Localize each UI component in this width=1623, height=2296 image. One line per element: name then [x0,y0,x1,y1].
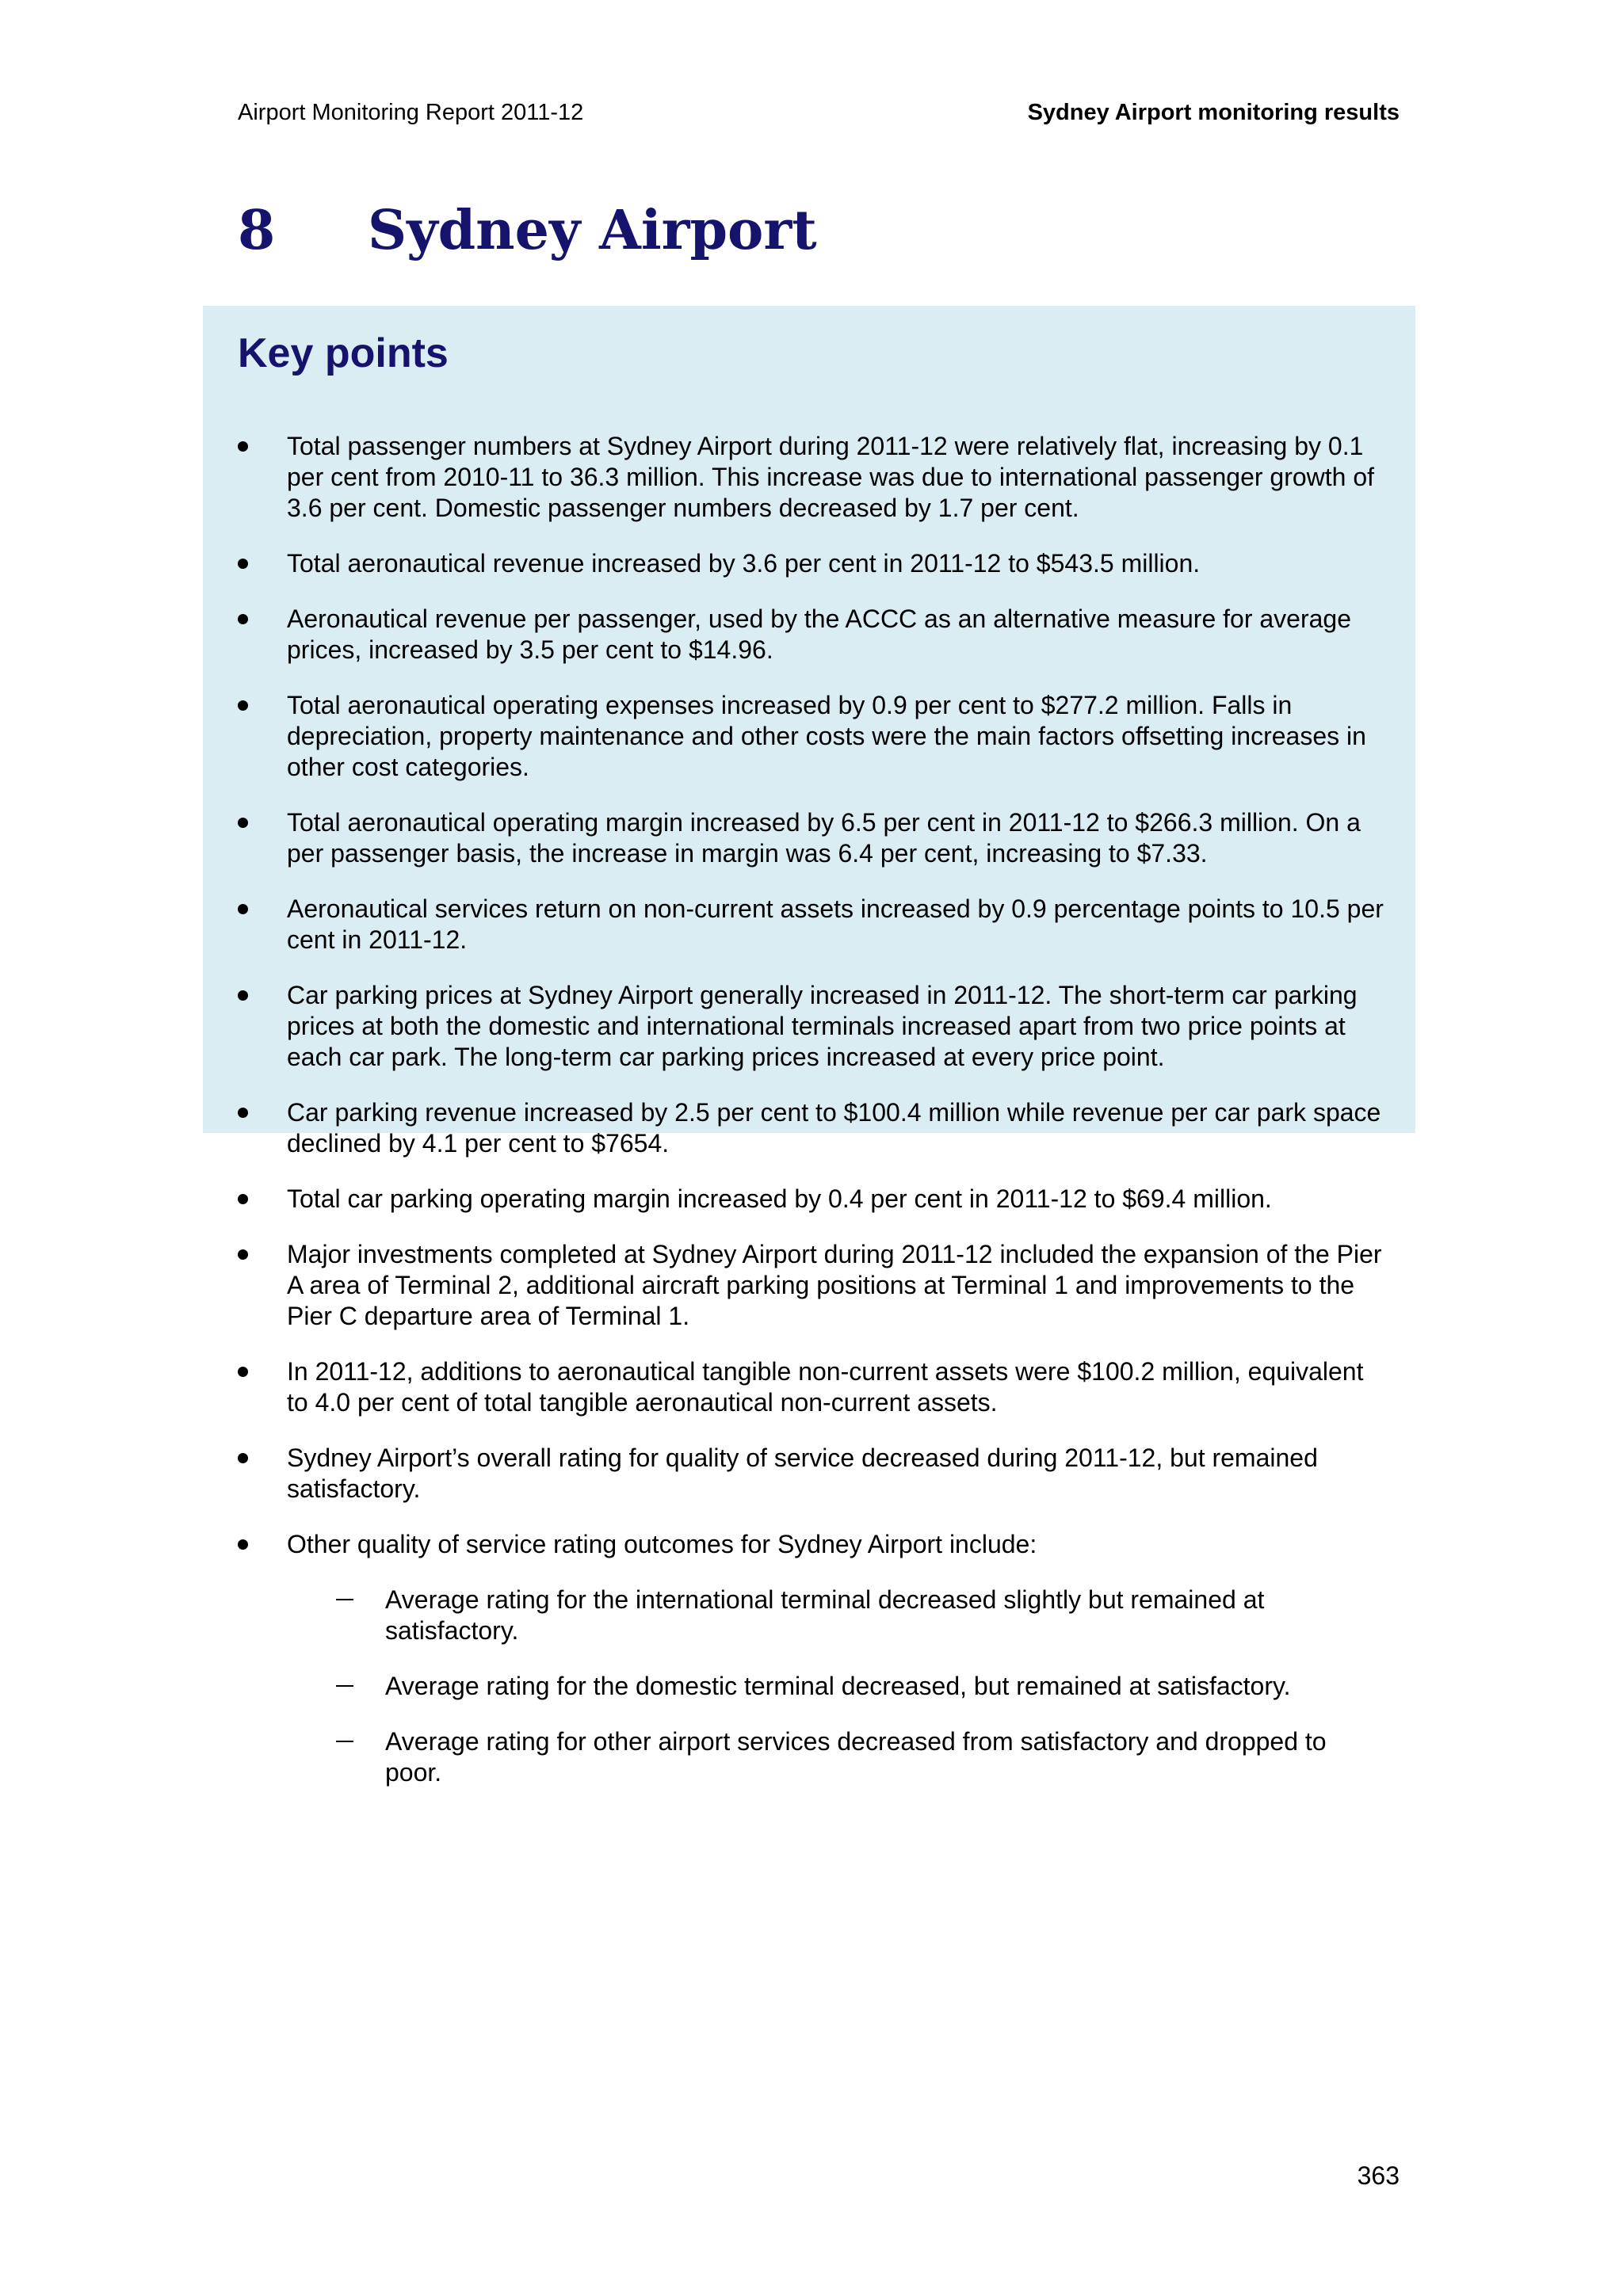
key-point-text: Total car parking operating margin increased by 0.4 per cent in 2011-12 to $69.4 million. [287,1184,1272,1213]
key-point-text: Car parking prices at Sydney Airport generally increased in 2011-12. The short-term car parking prices at both the domestic and international terminals increased apart from two price points at each car park. The long-term car parking prices increased at every price point. [287,981,1358,1071]
sub-point-item [287,1671,1384,1702]
key-point-text: Total aeronautical operating margin increased by 6.5 per cent in 2011-12 to $266.3 million. On a per passenger basis, the increase in margin was 6.4 per cent, increasing to $7.33. [287,808,1361,868]
page-header [238,97,1400,128]
dash-icon [336,1599,353,1600]
dash-icon [336,1685,353,1687]
key-point-item [238,894,1384,955]
bullet-icon [238,614,248,624]
key-point-text: In 2011-12, additions to aeronautical tangible non-current assets were $100.2 million, equivalent to 4.0 per cent of total tangible aeronautical non-current assets. [287,1357,1364,1417]
bullet-icon [238,1367,248,1377]
key-points-box [203,306,1415,1787]
sub-point-text: Average rating for the domestic terminal decreased, but remained at satisfactory. [385,1672,1291,1700]
key-point-item [238,1443,1384,1505]
key-point-item [238,1184,1384,1215]
sub-point-item [287,1585,1384,1646]
key-point-item [238,1529,1384,1788]
key-point-item [238,1356,1384,1418]
key-point-text: Car parking revenue increased by 2.5 per cent to $100.4 million while revenue per car park space declined by 4.1 per cent to $7654. [287,1098,1381,1158]
key-point-text: Aeronautical revenue per passenger, used by the ACCC as an alternative measure for average prices, increased by 3.5 per cent to $14.96. [287,605,1352,664]
chapter-title: Sydney Airport [368,199,817,262]
key-point-item [238,431,1384,524]
bullet-icon [238,1539,248,1550]
key-point-text: Other quality of service rating outcomes for Sydney Airport include: [287,1530,1037,1558]
bullet-icon [238,1453,248,1463]
sub-point-text: Average rating for other airport services decreased from satisfactory and dropped to poor. [385,1727,1327,1787]
key-point-text: Sydney Airport’s overall rating for quality of service decreased during 2011-12, but remained satisfactory. [287,1444,1318,1503]
chapter-number: 8 [238,199,276,262]
key-point-text: Total passenger numbers at Sydney Airport during 2011-12 were relatively flat, increasing by 0.1 per cent from 2010-11 to 36.3 million. This increase was due to international passenger growth of 3.6 per cent. Domestic passenger numbers decreased by 1.7 per cent. [287,432,1375,522]
bullet-icon [238,700,248,711]
page-number: 363 [1357,2161,1400,2190]
bullet-icon [238,818,248,828]
sub-point-text: Average rating for the international terminal decreased slightly but remained at satisfactory. [385,1585,1265,1645]
key-points-title: Key points [238,330,449,376]
key-point-text: Major investments completed at Sydney Airport during 2011-12 included the expansion of the Pier A area of Terminal 2, additional aircraft parking positions at Terminal 1 and improvements to the Pier C departure area of Terminal 1. [287,1240,1382,1330]
key-point-item [238,980,1384,1073]
bullet-icon [238,990,248,1001]
report-title: Airport Monitoring Report 2011-12 [238,100,584,125]
dash-icon [336,1741,353,1742]
key-point-item [238,1097,1384,1159]
bullet-icon [238,1249,248,1260]
key-point-text: Total aeronautical revenue increased by 3.6 per cent in 2011-12 to $543.5 million. [287,549,1201,578]
key-point-item [238,1239,1384,1332]
key-point-item [238,690,1384,783]
bullet-icon [238,1194,248,1204]
section-title: Sydney Airport monitoring results [1027,100,1400,125]
key-point-item [238,548,1384,579]
key-point-item [238,604,1384,666]
key-point-text: Aeronautical services return on non-current assets increased by 0.9 percentage points to 10.5 per cent in 2011-12. [287,894,1384,954]
bullet-icon [238,441,248,452]
key-point-text: Total aeronautical operating expenses increased by 0.9 per cent to $277.2 million. Falls in depreciation, property maintenance and other costs were the main factors offsetting increases in other cost categories. [287,691,1366,781]
key-points-list [238,431,1384,1788]
bullet-icon [238,1108,248,1118]
bullet-icon [238,904,248,914]
quality-sub-list [287,1585,1384,1788]
bullet-icon [238,559,248,569]
sub-point-item [287,1726,1384,1788]
key-point-item [238,807,1384,869]
